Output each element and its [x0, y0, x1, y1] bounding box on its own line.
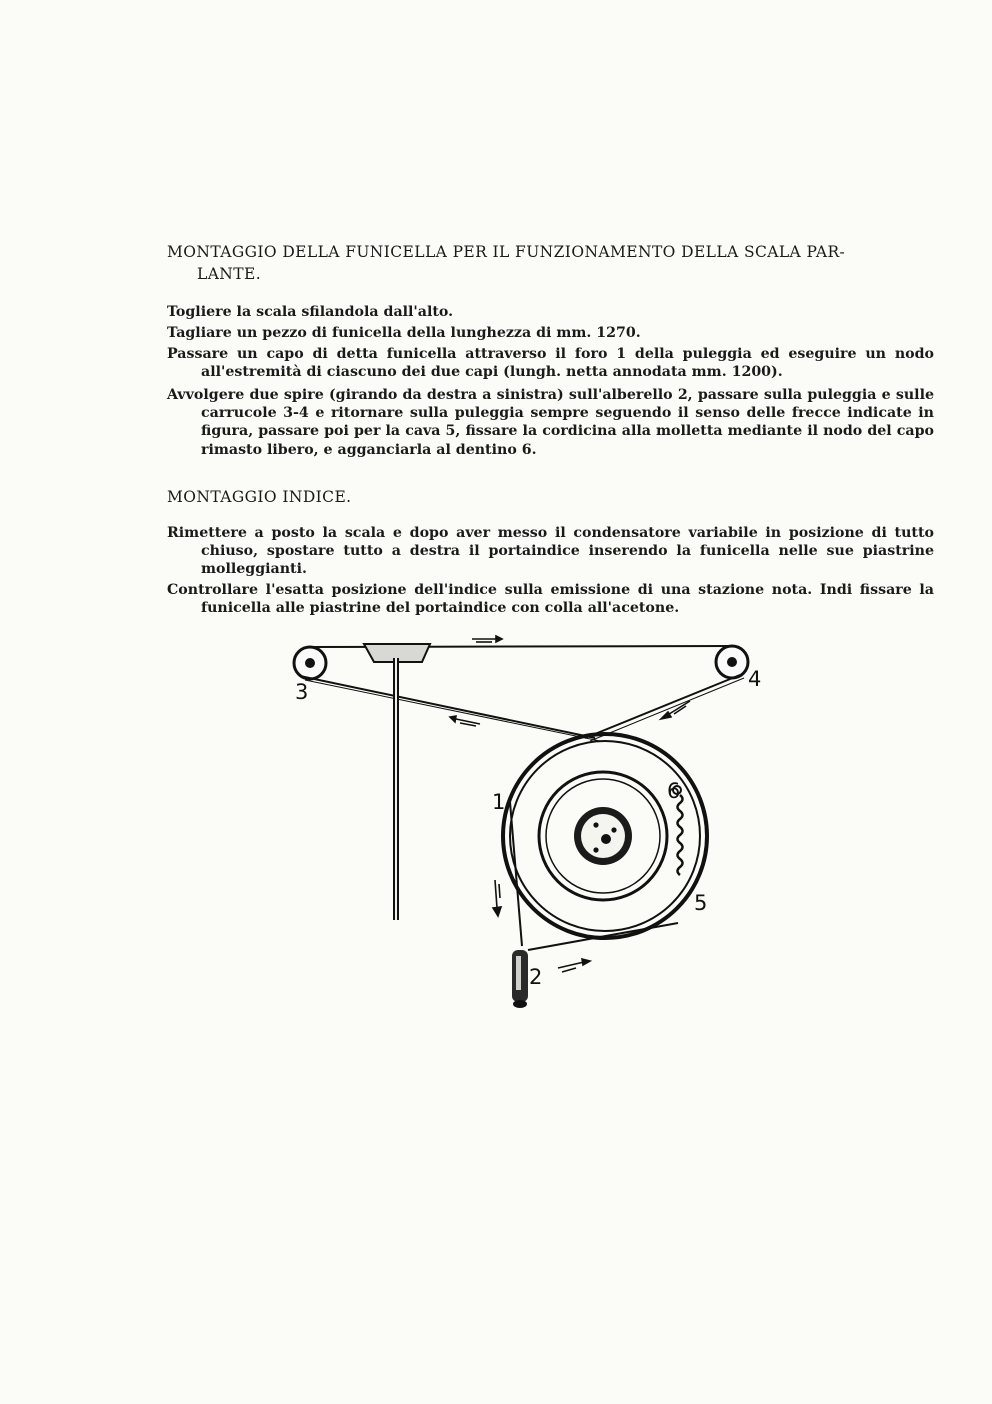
heading-line-2: LANTE. — [197, 265, 262, 283]
cord-4-to-pulley-b — [590, 678, 744, 741]
label-4: 4 — [748, 667, 762, 691]
cord-3-to-pulley-b — [305, 680, 600, 741]
instruction-indice-2: Controllare l'esatta posizione dell'indice sulla emissione di una stazione nota. Indi fissare la funicella alle piastrine del portaindice con colla all'acetone. — [167, 582, 934, 617]
instruction-step-1: Togliere la scala sfilandola dall'alto. — [167, 304, 454, 320]
cord-3-to-pulley — [300, 676, 595, 738]
idler-pulley-3-axle — [305, 658, 315, 668]
heading-line-1: MONTAGGIO DELLA FUNICELLA PER IL FUNZIONAMENTO DELLA SCALA PAR- — [167, 243, 846, 261]
label-5: 5 — [694, 891, 708, 915]
hub-screw — [611, 827, 616, 832]
label-1: 1 — [492, 790, 506, 814]
tension-spring — [678, 795, 683, 875]
arrow-down-icon — [493, 880, 501, 916]
idler-pulley-4-axle — [727, 657, 737, 667]
cord-4-to-pulley — [585, 675, 740, 738]
arrow-left-mid-icon — [450, 716, 480, 726]
hub-screw — [593, 847, 598, 852]
instruction-indice-1: Rimettere a posto la scala e dopo aver messo il condensatore variabile in posizione di tutto chiuso, spostare tutto a destra il portaindice inserendo la funicella nelle sue piastrine molleggianti. — [167, 525, 934, 578]
instruction-step-4: Avvolgere due spire (girando da destra a sinistra) sull'alberello 2, passare sulla puleggia e sulle carrucole 3-4 e ritornare sulla puleggia sempre seguendo il senso delle frecce indicate in figura, passare poi per la cava 5, fissare la cordicina alla molletta mediante il nodo del capo rimasto libero, e agganciarla al dentino 6. — [167, 387, 934, 458]
section-heading-indice: MONTAGGIO INDICE. — [167, 488, 352, 506]
label-6: 6 — [667, 779, 681, 803]
arrow-right-top-icon — [472, 636, 502, 642]
label-2: 2 — [529, 965, 543, 989]
hub-screw — [593, 822, 598, 827]
hub-shaft — [601, 834, 611, 844]
instruction-step-2: Tagliare un pezzo di funicella della lunghezza di mm. 1270. — [167, 325, 641, 341]
shaft-2-base — [513, 1000, 527, 1008]
cord-shaft-to-pulley — [528, 923, 678, 950]
shaft-2-highlight — [516, 956, 521, 990]
arrow-right-bottom-icon — [558, 959, 590, 972]
instruction-step-3: Passare un capo di detta funicella attraverso il foro 1 della puleggia ed eseguire un nodo all'estremità di ciascuno dei due capi (lungh. netta annodata mm. 1200). — [167, 346, 934, 381]
section-heading-funicella — [167, 241, 902, 285]
cord-routing-diagram — [270, 628, 800, 1020]
label-3: 3 — [295, 680, 309, 704]
